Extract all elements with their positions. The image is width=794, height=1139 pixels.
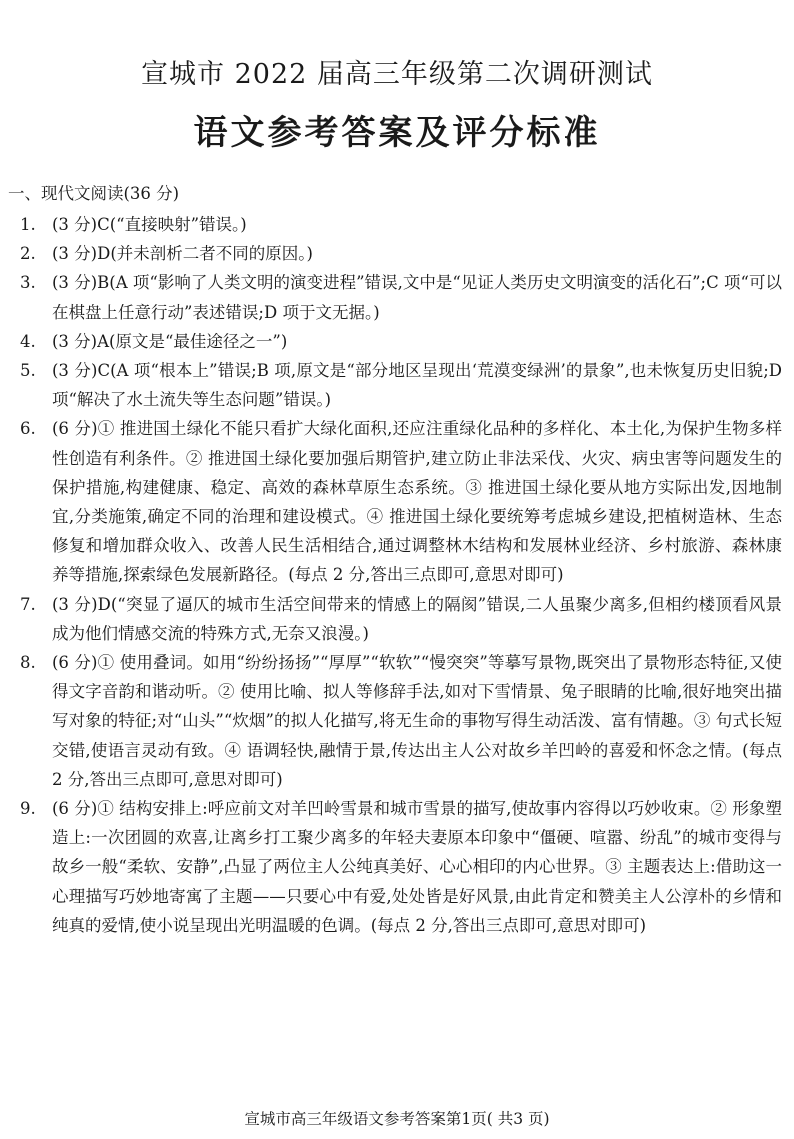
item-text: (6 分)① 使用叠词。如用“纷纷扬扬”“厚厚”“软软”“慢突突”等摹写景物,既突出了景物形态特征,又使得文字音韵和谐动听。② 使用比喻、拟人等修辞手法,如对下雪情景、兔子眼睛的比喻,很好地突出描写对象的特征;对“山头”“炊烟”的拟人化描写,将无生命的事物写得生动活泼、富有情趣。③ 句式长短交错,使语言灵动有致。④ 语调轻快,融情于景,传达出主人公对故乡羊凹岭的喜爱和怀念之情。(每点 2 分,答出三点即可,意思对即可)	[52, 653, 782, 789]
item-number: 3.	[20, 273, 36, 293]
item-text: (6 分)① 推进国土绿化不能只看扩大绿化面积,还应注重绿化品种的多样化、本土化,为保护生物多样性创造有利条件。② 推进国土绿化要加强后期管护,建立防止非法采伐、火灾、病虫害等问题发生的保护措施,构建健康、稳定、高效的森林草原生态系统。③ 推进国土绿化要从地方实际出发,因地制宜,分类施策,确定不同的治理和建设模式。④ 推进国土绿化要统筹考虑城乡建设,把植树造林、生态修复和增加群众收入、改善人民生活相结合,通过调整林木结构和发展林业经济、乡村旅游、森林康养等措施,探索绿色发展新路径。(每点 2 分,答出三点即可,意思对即可)	[52, 419, 782, 585]
item-text: (3 分)D(“突显了逼仄的城市生活空间带来的情感上的隔阂”错误,二人虽聚少离多,但相约楼顶看风景成为他们情感交流的特殊方式,无奈又浪漫。)	[52, 594, 782, 643]
answer-item	[20, 590, 782, 648]
item-text: (6 分)① 结构安排上:呼应前文对羊凹岭雪景和城市雪景的描写,使故事内容得以巧妙收束。② 形象塑造上:一次团圆的欢喜,让离乡打工聚少离多的年轻夫妻原本印象中“僵硬、喧嚣、纷乱”的城市变得与故乡一般“柔软、安静”,凸显了两位主人公纯真美好、心心相印的内心世界。③ 主题表达上:借助这一心理描写巧妙地寄寓了主题——只要心中有爱,处处皆是好风景,由此肯定和赞美主人公淳朴的乡情和纯真的爱情,使小说呈现出光明温暖的色调。(每点 2 分,答出三点即可,意思对即可)	[52, 799, 782, 935]
answer-item	[20, 356, 782, 414]
item-number: 9.	[20, 799, 36, 819]
item-text: (3 分)A(原文是“最佳途径之一”)	[52, 331, 288, 351]
item-number: 8.	[20, 653, 36, 673]
answer-item	[20, 414, 782, 589]
exam-title: 宣城市 2022 届高三年级第二次调研测试	[141, 59, 653, 90]
section-heading: 一、现代文阅读(36 分)	[8, 184, 180, 203]
item-number: 5.	[20, 361, 36, 381]
answer-item	[20, 239, 782, 268]
item-text: (3 分)C(“直接映射”错误。)	[52, 215, 247, 234]
item-number: 2.	[20, 244, 36, 264]
item-number: 1.	[20, 215, 36, 234]
item-number: 6.	[20, 419, 36, 439]
document-title: 语文参考答案及评分标准	[193, 113, 601, 153]
item-text: (3 分)D(并未剖析二者不同的原因。)	[52, 244, 313, 264]
answer-item	[20, 210, 782, 239]
item-number: 7.	[20, 594, 36, 614]
answer-item	[20, 327, 782, 356]
answer-item	[20, 648, 782, 794]
item-number: 4.	[20, 331, 36, 351]
answer-list	[20, 210, 782, 940]
item-text: (3 分)B(A 项“影响了人类文明的演变进程”错误,文中是“见证人类历史文明演变的活化石”;C 项“可以在棋盘上任意行动”表述错误;D 项于文无据。)	[52, 273, 782, 322]
answer-item	[20, 794, 782, 940]
answer-item	[20, 268, 782, 326]
item-text: (3 分)C(A 项“根本上”错误;B 项,原文是“部分地区呈现出‘荒漠变绿洲’的景象”,也未恢复历史旧貌;D 项“解决了水土流失等生态问题”错误。)	[52, 361, 782, 410]
page-footer: 宣城市高三年级语文参考答案第1页( 共3 页)	[244, 1110, 550, 1128]
